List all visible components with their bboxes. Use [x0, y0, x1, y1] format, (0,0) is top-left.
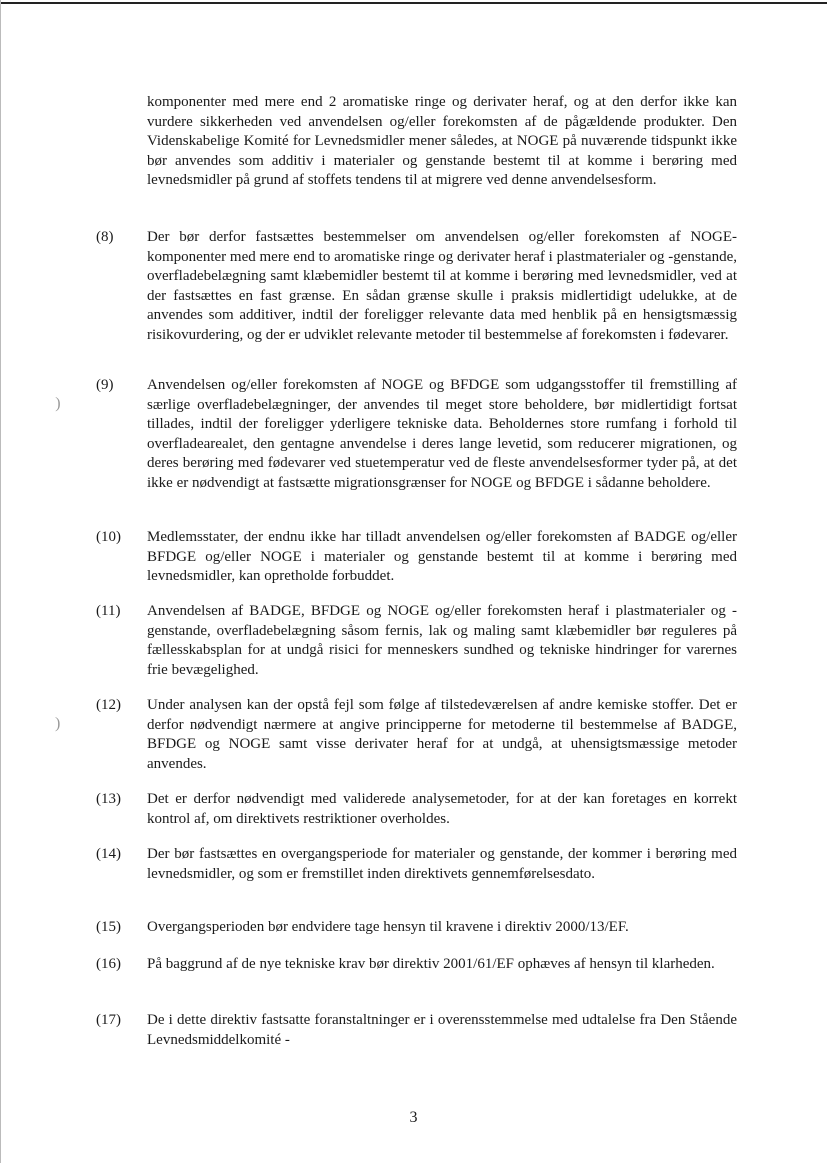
left-scan-edge: [0, 0, 1, 1163]
recital-number: (16): [96, 956, 121, 972]
recital-14: [96, 845, 737, 884]
recital-10: [96, 528, 737, 587]
punch-hole-mark-lower: ): [55, 715, 61, 732]
intro-paragraph: komponenter med mere end 2 aromatiske ringe og derivater heraf, og at den derfor ikke kan vurdere sikkerheden ved anvendelsen og/eller forekomsten af de pågældende produkter. Den Videnskabelige Komité for Levnedsmidler mener således, at NOGE på nuværende tidspunkt ikke bør anvendes som additiv i materialer og genstande bestemt til at komme i berøring med levnedsmidler på grund af stoffets tendens til at migrere ved denne anvendelsesform.: [147, 94, 737, 188]
recital-text: Det er derfor nødvendigt med validerede analysemetoder, for at der kan foretages en korrekt kontrol af, om direktivets restriktioner overholdes.: [147, 791, 737, 827]
recital-number: (10): [96, 529, 121, 545]
recital-number: (11): [96, 603, 121, 619]
recital-8: [96, 228, 737, 345]
recital-text: Anvendelsen af BADGE, BFDGE og NOGE og/eller forekomsten heraf i plastmaterialer og -genstande, overfladebelægning såsom fernis, lak og maling samt klæbemidler bør reguleres på fællesskabsplan for at undgå risici for menneskers sundhed og tekniske hindringer for varernes frie bevægelighed.: [147, 603, 737, 678]
page-number: 3: [409, 1109, 418, 1126]
recital-text: Anvendelsen og/eller forekomsten af NOGE og BFDGE som udgangsstoffer til fremstilling af særlige overfladebelægninger, der anvendes til meget store beholdere, bør midlertidigt fortsat tillades, indtil der foreligger yderligere tekniske data. Beholdernes store rumfang i forhold til overfladearealet, den gentagne anvendelse i deres lange levetid, som reducerer migrationen, og deres berøring med fødevarer ved stuetemperatur ved de fleste anvendelsesformer tyder på, at det ikke er nødvendigt at fastsætte migrationsgrænser for NOGE og BFDGE i sådanne beholdere.: [147, 377, 737, 491]
recital-11: [96, 602, 737, 680]
recital-9: [96, 376, 737, 493]
recital-number: (8): [96, 229, 114, 245]
recital-number: (12): [96, 697, 121, 713]
recital-16: [96, 955, 737, 975]
recital-text: Der bør fastsættes en overgangsperiode for materialer og genstande, der kommer i berøring med levnedsmidler, og som er fremstillet inden direktivets gennemførelsesdato.: [147, 846, 737, 882]
recital-text: På baggrund af de nye tekniske krav bør direktiv 2001/61/EF ophæves af hensyn til klarheden.: [147, 956, 715, 972]
recital-number: (15): [96, 919, 121, 935]
recital-text: Overgangsperioden bør endvidere tage hensyn til kravene i direktiv 2000/13/EF.: [147, 919, 629, 935]
recital-text: Der bør derfor fastsættes bestemmelser om anvendelsen og/eller forekomsten af NOGE-komponenter med mere end to aromatiske ringe og derivater heraf i plastmaterialer og -genstande, overfladebelægning samt klæbemidler bestemt til at komme i berøring med levnedsmidler, ved at der fastsættes en fast grænse. En sådan grænse skulle i praksis midlertidigt udelukke, at de anvendes som additiver, indtil der foreligger relevante data med henblik på en hensigtsmæssig risikovurdering, og der er udviklet relevante metoder til bestemmelse af forekomsten i fødevarer.: [147, 229, 737, 343]
recital-text: De i dette direktiv fastsatte foranstaltninger er i overensstemmelse med udtalelse fra Den Stående Levnedsmiddelkomité -: [147, 1012, 737, 1048]
recital-17: [96, 1011, 737, 1050]
recital-text: Under analysen kan der opstå fejl som følge af tilstedeværelsen af andre kemiske stoffer. Det er derfor nødvendigt nærmere at angive principperne for metoderne til bestemmelse af BADGE, BFDGE og NOGE samt visse derivater heraf for at undgå, at uhensigtsmæssige metoder anvendes.: [147, 697, 737, 772]
recital-13: [96, 790, 737, 829]
top-border-line: [0, 2, 827, 4]
recital-text: Medlemsstater, der endnu ikke har tilladt anvendelsen og/eller forekomsten af BADGE og/eller BFDGE og/eller NOGE i materialer og genstande bestemt til at komme i berøring med levnedsmidler, kan opretholde forbuddet.: [147, 529, 737, 584]
recital-15: [96, 918, 737, 938]
recital-number: (9): [96, 377, 114, 393]
recital-number: (14): [96, 846, 121, 862]
punch-hole-mark-upper: ): [52, 395, 61, 412]
recital-number: (17): [96, 1012, 121, 1028]
recital-12: [96, 696, 737, 774]
recital-number: (13): [96, 791, 121, 807]
